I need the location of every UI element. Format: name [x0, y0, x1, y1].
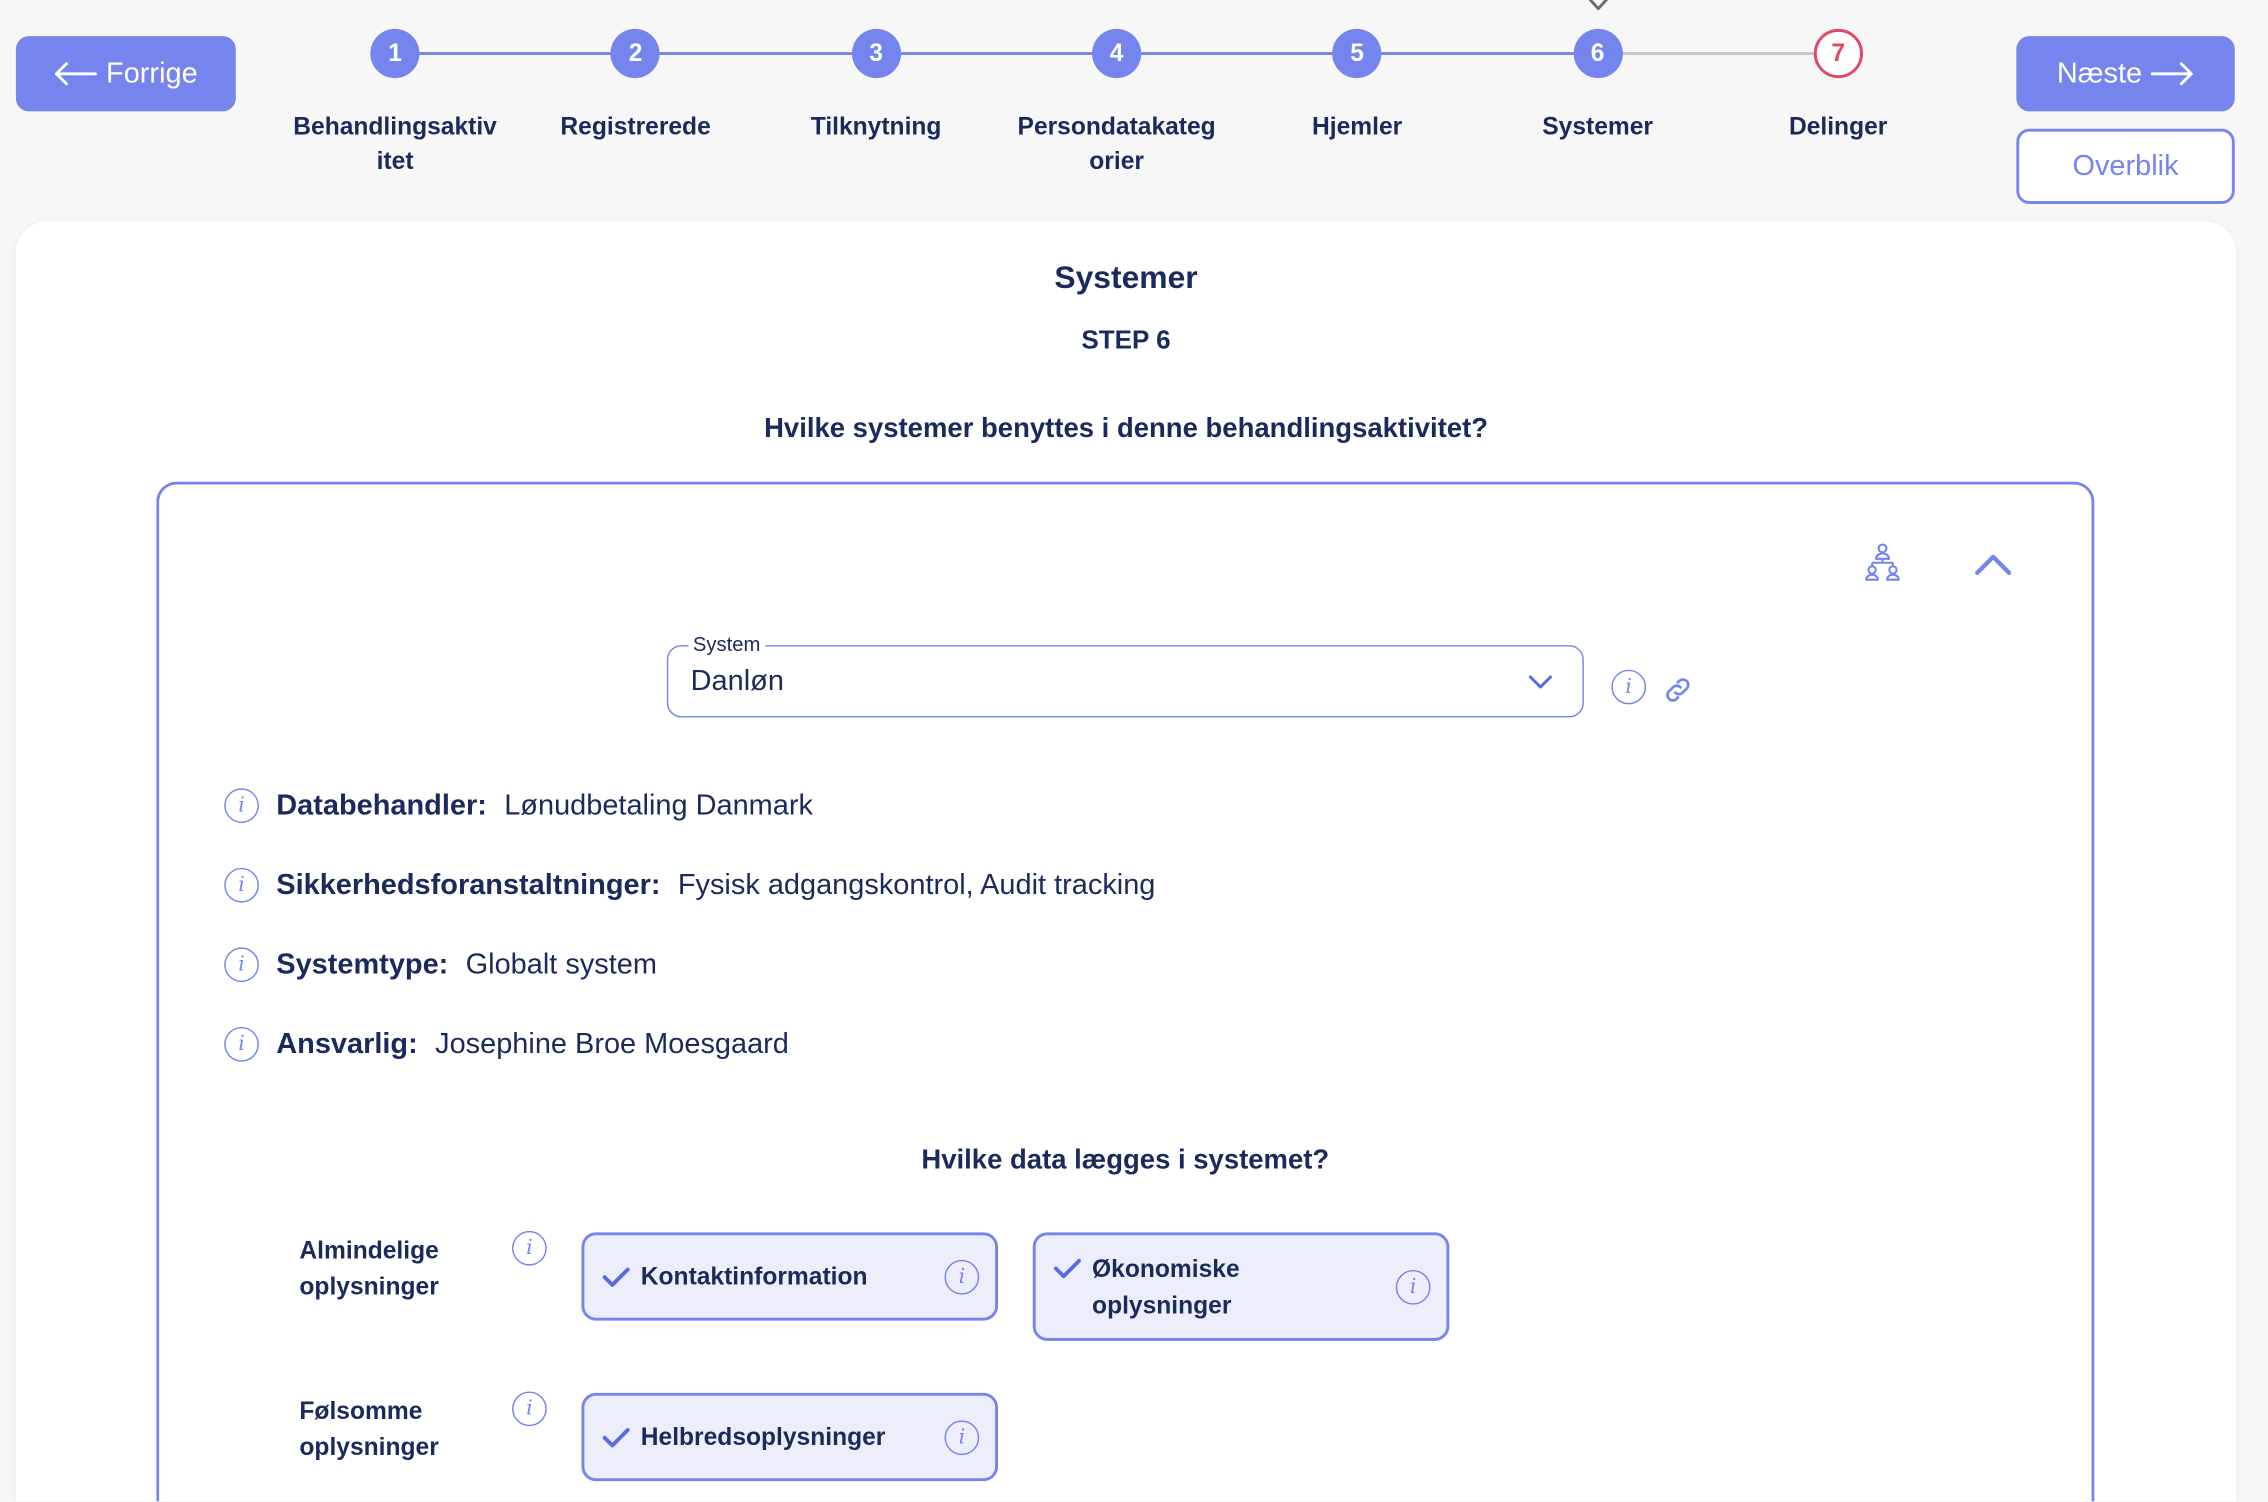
step-3[interactable] — [756, 0, 997, 178]
info-icon[interactable] — [1396, 1269, 1431, 1304]
chevron-down-icon — [1527, 674, 1553, 690]
info-icon[interactable] — [512, 1391, 547, 1426]
detail-value: Fysisk adgangskontrol, Audit tracking — [677, 868, 1156, 901]
step-7[interactable] — [1718, 0, 1959, 178]
category-row-sensitive — [299, 1393, 1449, 1481]
step-number: 5 — [1333, 29, 1382, 78]
chip-content — [602, 1258, 868, 1294]
content-card — [16, 221, 2236, 1501]
info-icon[interactable] — [512, 1231, 547, 1266]
data-chip-financial-information[interactable] — [1033, 1232, 1450, 1340]
system-select-value: Danløn — [690, 664, 784, 697]
detail-label: Ansvarlig: — [276, 1027, 418, 1060]
info-icon[interactable] — [945, 1420, 980, 1455]
chip-list — [581, 1393, 1449, 1481]
step-6[interactable] — [1477, 0, 1718, 178]
detail-label: Sikkerhedsforanstaltninger: — [276, 868, 661, 901]
chip-content — [1053, 1250, 1352, 1322]
chip-content — [602, 1419, 886, 1455]
checkmark-icon — [1053, 1250, 1082, 1286]
category-name: Almindelige oplysninger — [299, 1236, 439, 1301]
checkmark-icon — [602, 1419, 631, 1455]
next-button-label: Næste — [2056, 57, 2143, 89]
info-icon[interactable] — [224, 868, 259, 903]
overview-button-label: Overblik — [2072, 149, 2179, 182]
data-chip-health-information[interactable] — [581, 1393, 998, 1481]
step-1[interactable] — [275, 0, 516, 178]
detail-row-responsible — [224, 1005, 1155, 1085]
stepper — [275, 0, 1959, 178]
data-categories — [299, 1232, 1449, 1481]
step-label: Persondatakategorier — [1017, 112, 1216, 175]
step-2[interactable] — [515, 0, 756, 178]
system-details — [224, 766, 1155, 1084]
chip-label: Helbredsoplysninger — [640, 1423, 886, 1451]
info-icon[interactable] — [224, 947, 259, 982]
step-4[interactable] — [996, 0, 1237, 178]
info-icon[interactable] — [1611, 670, 1646, 705]
step-number: 3 — [852, 29, 901, 78]
system-select-label: System — [689, 631, 765, 657]
step-number: 2 — [611, 29, 660, 78]
category-name: Følsomme oplysninger — [299, 1397, 439, 1461]
detail-row-system-type — [224, 925, 1155, 1005]
category-row-general — [299, 1232, 1449, 1340]
arrow-left-icon — [54, 62, 97, 85]
data-question: Hvilke data lægges i systemet? — [921, 1145, 1330, 1176]
detail-value: Josephine Broe Moesgaard — [435, 1027, 789, 1060]
next-button[interactable] — [2016, 36, 2234, 111]
step-label: Behandlingsaktivitet — [293, 112, 497, 175]
step-caption: STEP 6 — [1081, 325, 1171, 355]
detail-value: Globalt system — [465, 948, 657, 980]
overview-button[interactable] — [2016, 129, 2234, 204]
step-number: 1 — [370, 29, 419, 78]
step-number: 4 — [1092, 29, 1141, 78]
chip-label: Økonomiske oplysninger — [1092, 1254, 1240, 1319]
detail-row-security-measures — [224, 845, 1155, 925]
info-icon[interactable] — [224, 1027, 259, 1062]
detail-value: Lønudbetaling Danmark — [504, 789, 813, 821]
step-label: Systemer — [1542, 112, 1654, 141]
checkmark-icon — [602, 1258, 631, 1294]
system-select[interactable] — [667, 632, 1584, 717]
step-label: Hjemler — [1312, 112, 1403, 141]
step-number: 7 — [1814, 29, 1863, 78]
systems-question: Hvilke systemer benyttes i denne behandlingsaktivitet? — [764, 413, 1489, 445]
step-label: Tilknytning — [810, 112, 942, 141]
chevron-up-icon[interactable] — [1974, 553, 2012, 576]
step-label: Delinger — [1788, 112, 1888, 141]
page-title: Systemer — [1054, 258, 1198, 296]
organization-icon[interactable] — [1863, 542, 1902, 584]
data-chip-contact-information[interactable] — [581, 1232, 998, 1320]
link-icon[interactable] — [1662, 674, 1694, 706]
system-panel — [156, 482, 2094, 1502]
detail-row-data-processor — [224, 766, 1155, 846]
previous-button-label: Forrige — [106, 57, 198, 89]
step-label: Registrerede — [560, 112, 711, 141]
info-icon[interactable] — [224, 788, 259, 823]
chip-label: Kontaktinformation — [640, 1262, 868, 1291]
previous-button[interactable] — [16, 36, 236, 111]
arrow-right-icon — [2151, 62, 2194, 85]
step-5[interactable] — [1237, 0, 1478, 178]
info-icon[interactable] — [945, 1259, 980, 1294]
detail-label: Systemtype: — [276, 948, 449, 980]
detail-label: Databehandler: — [276, 789, 487, 821]
step-number: 6 — [1573, 29, 1622, 78]
chip-list — [581, 1232, 1449, 1340]
